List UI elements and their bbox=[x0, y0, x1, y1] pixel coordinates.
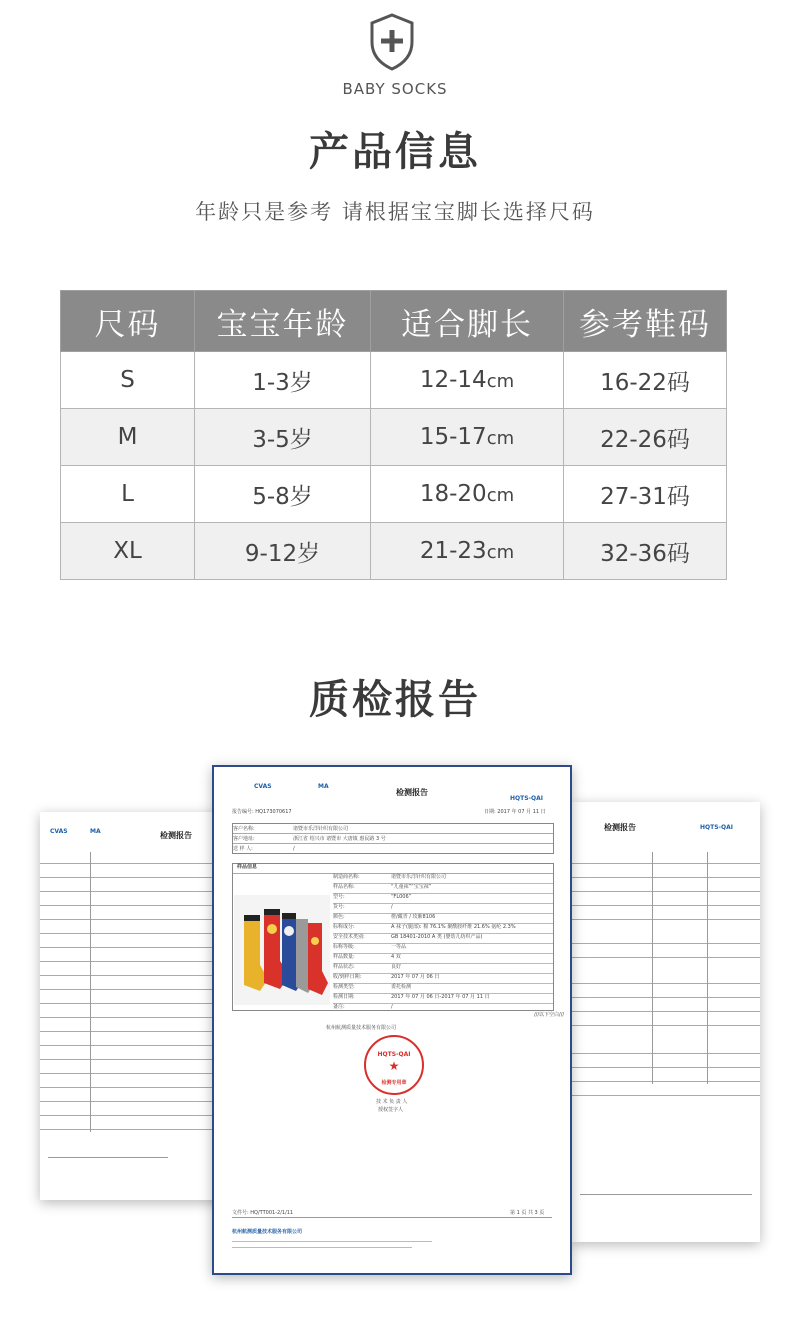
size-chart-table bbox=[60, 290, 727, 580]
table-row bbox=[61, 466, 727, 523]
client-label: 客户名称: bbox=[233, 825, 255, 832]
sample-label: 制造商名称: bbox=[333, 874, 360, 880]
client-info-table bbox=[232, 823, 554, 854]
document-number: 文件号: HQ/TT001-2/1/11 bbox=[232, 1210, 294, 1216]
age-cell: 9-12岁 bbox=[195, 523, 371, 580]
sample-value: 委托检测 bbox=[391, 984, 412, 990]
sock-sample-photo bbox=[234, 895, 330, 1005]
sample-value: 橙/藏青 / 玫紫8106 bbox=[391, 914, 436, 920]
report-title-left: 检测报告 bbox=[160, 831, 192, 840]
shoe-size-cell: 32-36码 bbox=[564, 523, 727, 580]
sample-label: 样品数量: bbox=[333, 954, 355, 960]
shield-plus-icon bbox=[367, 12, 417, 72]
client-label: 送 样 人: bbox=[233, 845, 253, 852]
sample-value: GB 18401-2010 A 类 (婴幼儿纺织产品) bbox=[391, 934, 483, 940]
report-page-left bbox=[40, 812, 230, 1200]
shoe-size-cell: 27-31码 bbox=[564, 466, 727, 523]
foot-length-value: 12-14 bbox=[419, 367, 487, 393]
foot-length-value: 15-17 bbox=[419, 424, 487, 450]
sample-rows bbox=[333, 874, 553, 1013]
stamp-sub-label: 检测专用章 bbox=[381, 1080, 407, 1086]
shoe-size-cell: 16-22码 bbox=[564, 352, 727, 409]
sample-label: 标称成分: bbox=[333, 924, 355, 930]
header-age: 宝宝年龄 bbox=[195, 291, 371, 352]
sample-label: 检测日期: bbox=[333, 994, 355, 1000]
section-title-quality-report: 质检报告 bbox=[309, 677, 481, 723]
sample-label: 安全技术类别: bbox=[333, 934, 365, 940]
testing-company: 杭州航测质量技术服务有限公司 bbox=[326, 1025, 397, 1031]
sample-label: 备注: bbox=[333, 1004, 345, 1010]
sample-value: 2017 年 07 月 06 日 bbox=[391, 974, 440, 980]
foot-length-cell bbox=[371, 523, 564, 580]
page-count: 第 1 页 共 3 页 bbox=[510, 1210, 545, 1216]
header-shoe-size: 参考鞋码 bbox=[564, 291, 727, 352]
cvas-logo: CVAS bbox=[254, 783, 272, 790]
size-cell: S bbox=[61, 352, 195, 409]
stamp-label: HQTS-QAI bbox=[377, 1051, 411, 1058]
shoe-size-cell: 22-26码 bbox=[564, 409, 727, 466]
report-title: 检测报告 bbox=[396, 788, 428, 797]
foot-length-unit: cm bbox=[486, 428, 515, 449]
ma-logo: MA bbox=[90, 828, 101, 835]
sample-label: 检测类型: bbox=[333, 984, 355, 990]
foot-length-cell bbox=[371, 409, 564, 466]
section-title-product-info: 产品信息 bbox=[309, 129, 481, 175]
sample-heading: 样品信息 bbox=[233, 864, 553, 874]
foot-length-unit: cm bbox=[486, 485, 515, 506]
client-value: / bbox=[293, 845, 295, 852]
foot-length-cell bbox=[371, 352, 564, 409]
report-page-right bbox=[572, 802, 760, 1242]
size-cell: XL bbox=[61, 523, 195, 580]
sample-label: 货号: bbox=[333, 904, 345, 910]
ma-logo: MA bbox=[318, 783, 329, 790]
foot-length-value: 21-23 bbox=[419, 538, 487, 564]
foot-length-unit: cm bbox=[486, 371, 515, 392]
header-size: 尺码 bbox=[61, 291, 195, 352]
size-table-header-row bbox=[61, 291, 727, 352]
report-page-center bbox=[212, 765, 572, 1275]
client-value: 浙江省 绍兴市 诸暨市 大唐镇 惠民路 3 号 bbox=[293, 835, 386, 842]
size-advice-subtitle: 年龄只是参考 请根据宝宝脚长选择尺码 bbox=[195, 200, 595, 224]
foot-length-unit: cm bbox=[486, 542, 515, 563]
signature-line-1: 技 术 负 责 人 bbox=[376, 1099, 408, 1105]
sample-value: 诸暨市乐洋针织有限公司 bbox=[391, 874, 447, 880]
sample-label: 颜色: bbox=[333, 914, 345, 920]
client-value: 诸暨市乐洋针织有限公司 bbox=[293, 825, 349, 832]
end-mark: ///以下空白/// bbox=[534, 1012, 565, 1018]
sample-value: 4 双 bbox=[391, 954, 401, 960]
sample-value: “FL006” bbox=[391, 894, 412, 900]
header-foot-length: 适合脚长 bbox=[371, 291, 564, 352]
brand-label: BABY SOCKS bbox=[342, 80, 448, 98]
age-cell: 3-5岁 bbox=[195, 409, 371, 466]
sample-value: A 袜子(腿部): 棉 76.1% 聚酰胺纤维 21.6% 氨纶 2.3% bbox=[391, 924, 516, 930]
age-cell: 5-8岁 bbox=[195, 466, 371, 523]
report-date: 日期: 2017 年 07 月 11 日 bbox=[484, 809, 546, 815]
cvas-logo: CVAS bbox=[50, 828, 68, 835]
size-cell: L bbox=[61, 466, 195, 523]
report-number: 报告编号: HQ173070617 bbox=[232, 809, 292, 815]
age-cell: 1-3岁 bbox=[195, 352, 371, 409]
report-title-right: 检测报告 bbox=[604, 823, 636, 832]
size-cell: M bbox=[61, 409, 195, 466]
sample-label: 样品名称: bbox=[333, 884, 355, 890]
stamp-star-icon: ★ bbox=[388, 1059, 400, 1073]
sample-label: 样品状态: bbox=[333, 964, 355, 970]
sample-value: 良好 bbox=[391, 964, 402, 970]
sample-value: / bbox=[391, 904, 393, 910]
sample-label: 收/到样日期: bbox=[333, 974, 362, 980]
table-row bbox=[61, 352, 727, 409]
hqts-logo-right: HQTS-QAI bbox=[700, 824, 734, 831]
hqts-logo: HQTS-QAI bbox=[510, 795, 544, 802]
sample-label: 标称等级: bbox=[333, 944, 355, 950]
sample-value: 2017 年 07 月 06 日-2017 年 07 月 11 日 bbox=[391, 994, 490, 1000]
foot-length-cell bbox=[371, 466, 564, 523]
inspection-stamp bbox=[364, 1035, 424, 1095]
table-row bbox=[61, 409, 727, 466]
sample-label: 型号: bbox=[333, 894, 345, 900]
footer-company: 杭州航测质量技术服务有限公司 bbox=[232, 1229, 303, 1235]
table-row bbox=[61, 523, 727, 580]
sample-value: 一等品 bbox=[391, 944, 407, 950]
client-label: 客户地址: bbox=[233, 835, 255, 842]
sample-value: “儿童袜”“宝宝袜” bbox=[391, 884, 432, 890]
sample-value: / bbox=[391, 1004, 393, 1010]
foot-length-value: 18-20 bbox=[419, 481, 487, 507]
signature-line-2: 授权签字人 bbox=[378, 1107, 404, 1113]
